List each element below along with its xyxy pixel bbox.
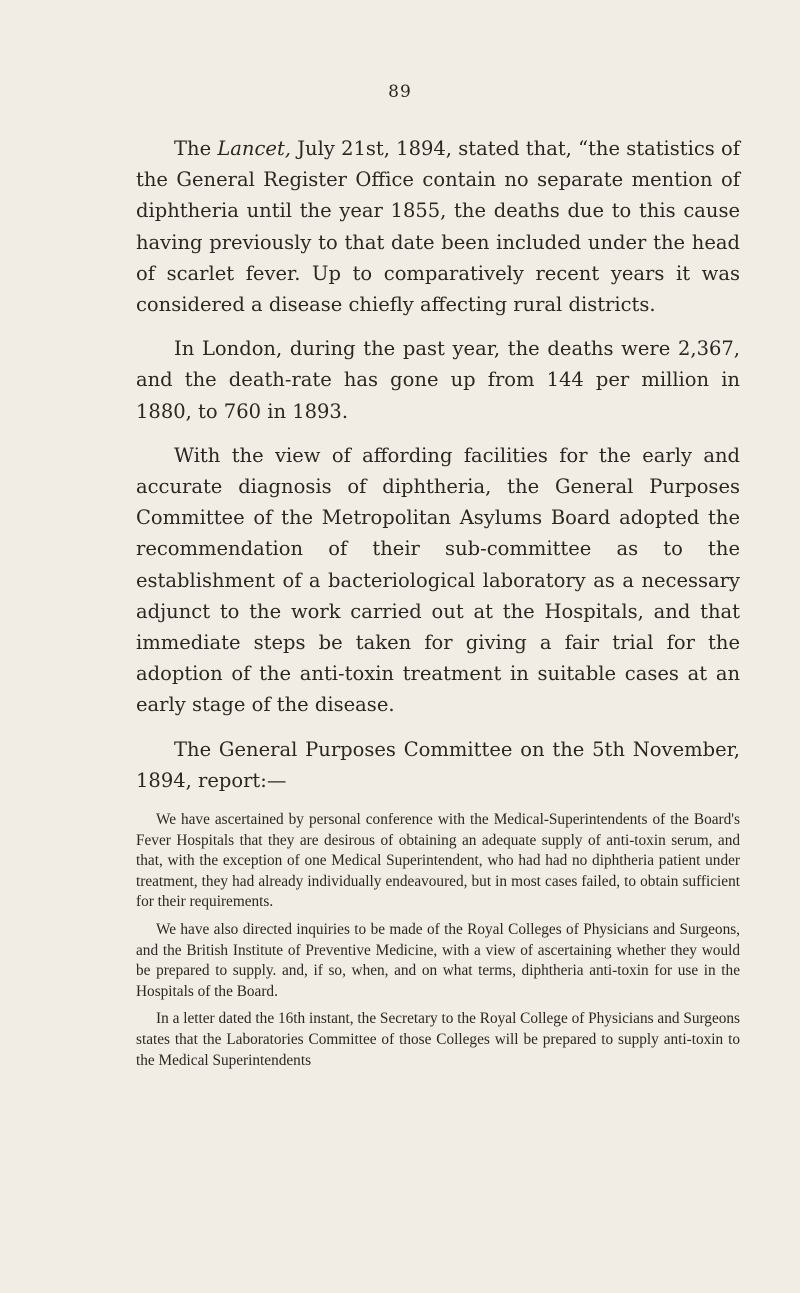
report-paragraph-superintendents: We have ascertained by personal conference with the Medical-Superintendents of the Board's Fever Hospitals that they are desirous of obtaining an adequate supply of anti-toxin serum, and that, with the exception of one Medical Superintendent, who had had no diphtheria patient under treatment, they had already individually endeavoured, but in most cases failed, to obtain sufficient for their requirements. bbox=[136, 811, 740, 911]
paragraph-lancet-prefix: The bbox=[174, 137, 218, 160]
paragraph-laboratory: With the view of affording facilities for the early and accurate diagnosis of diphtheria, the General Purposes Committee of the Metropolitan Asylums Board adopted the recommendation of their sub-committee as to the establishment of a bacteriological laboratory as a necessary adjunct to the work carried out at the Hospitals, and that immediate steps be taken for giving a fair trial for the adoption of the anti-toxin treatment in suitable cases at an early stage of the disease. bbox=[136, 443, 740, 717]
paragraph-committee-report: The General Purposes Committee on the 5th November, 1894, report:— bbox=[136, 737, 740, 792]
report-paragraph-inquiries: We have also directed inquiries to be made of the Royal Colleges of Physicians and Surgeons, and the British Institute of Preventive Medicine, with a view of ascertaining whether they would be prepared to supply. and, if so, when, and on what terms, diphtheria anti-toxin for use in the Hospitals of the Board. bbox=[136, 921, 740, 1000]
main-text bbox=[136, 133, 740, 1078]
report-paragraph-letter: In a letter dated the 16th instant, the Secretary to the Royal College of Physicians and Surgeons states that the Laboratories Committee of those Colleges will be prepared to supply anti-toxin to the Medical Superintendents bbox=[136, 1010, 740, 1069]
quoted-report bbox=[136, 810, 740, 1071]
paragraph-lancet bbox=[136, 133, 740, 320]
lancet-title: Lancet, bbox=[217, 137, 291, 160]
paragraph-london-deaths: In London, during the past year, the deaths were 2,367, and the death-rate has gone up from 144 per million in 1880, to 760 in 1893. bbox=[136, 337, 740, 423]
paragraph-lancet-rest: July 21st, 1894, stated that, “the statistics of the General Register Office contain no separate mention of diphtheria until the year 1855, the deaths due to this cause having previously to that date been included under the head of scarlet fever. Up to comparatively recent years it was considered a disease chiefly affecting rural districts. bbox=[136, 137, 740, 317]
page-number: 89 bbox=[388, 82, 412, 102]
